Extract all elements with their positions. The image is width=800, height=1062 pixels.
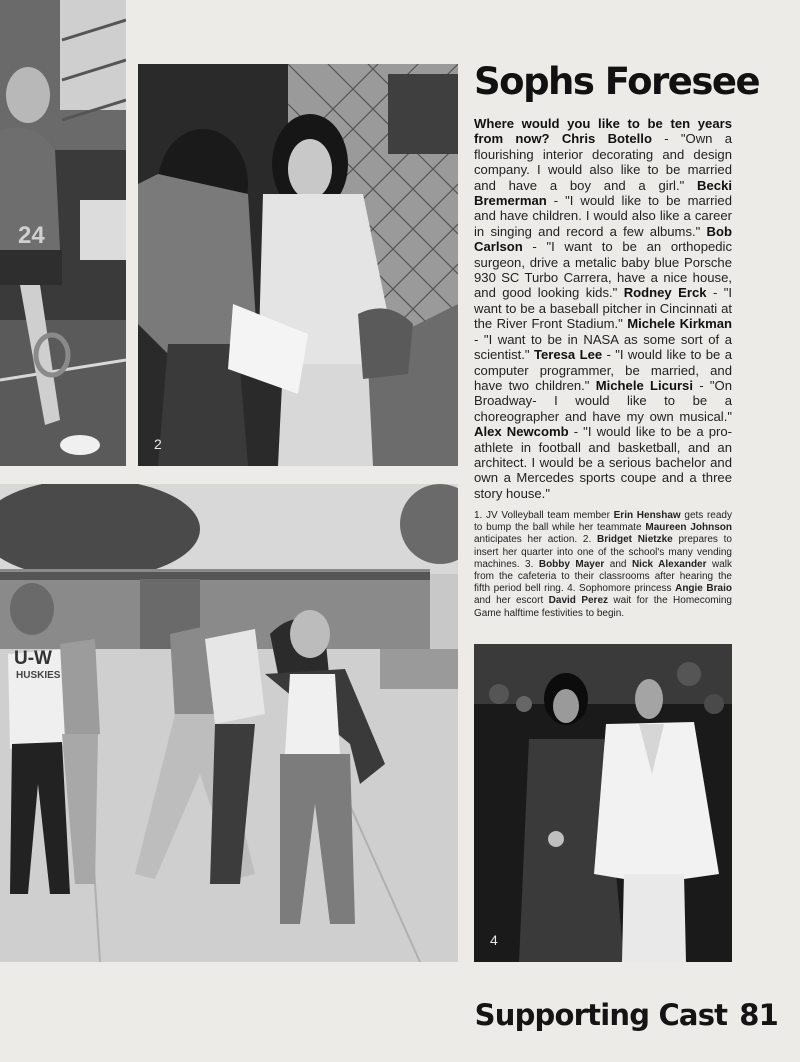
- speaker-quote: - "I would like to be married and have children. I would also like a career in singing and record a few albums.": [474, 193, 732, 239]
- speaker-name: Becki Bremerman: [474, 177, 732, 209]
- caption-text: 1. JV Volleyball team member: [474, 510, 614, 521]
- caption-text: wait for the Homecoming Game halftime festivities to begin.: [474, 595, 732, 619]
- caption-name: Angie Braio: [675, 583, 732, 595]
- speaker-name: Rodney Erck: [623, 285, 707, 301]
- speaker-name: Bob Carlson: [474, 223, 732, 255]
- photo-girls-vending: [138, 64, 458, 466]
- speaker-name: Michele Kirkman: [627, 316, 732, 332]
- caption-text: walk from the cafeteria to their classrooms after hearing the fifth period bell ring. 4. Sophomore princess: [474, 558, 732, 595]
- photo-homecoming-couple: [474, 644, 732, 962]
- photo-boys-walking: [0, 484, 458, 962]
- caption-text: gets ready to bump the ball while her teammate: [474, 510, 732, 534]
- article-headline: Sophs Foresee: [474, 60, 760, 103]
- speaker-name: Alex Newcomb: [474, 424, 569, 440]
- photo-captions: [474, 510, 732, 620]
- caption-name: Bobby Mayer: [538, 558, 605, 570]
- speaker-quote: - "I would like to be a pro-athlete in football and basketball, and an architect. I would be a serious bachelor and own a Mercedes sports coupe and a three story house.": [474, 424, 732, 501]
- jersey-number: 24: [18, 222, 45, 249]
- shirt-text: U-W: [14, 648, 52, 669]
- shirt-subtext: HUSKIES: [16, 670, 61, 681]
- page-footer: [475, 998, 778, 1032]
- speaker-quote: - "I want to be a baseball pitcher in Cincinnati at the River Front Stadium.": [474, 285, 733, 332]
- caption-text: and her escort: [474, 595, 549, 607]
- speaker-quote: - "On Broadway- I would like to be a choreographer and have my own musical.": [474, 377, 732, 424]
- caption-text: and: [604, 558, 632, 570]
- caption-name: Nick Alexander: [631, 558, 707, 570]
- speaker-quote: - "I would like to be a computer programmer, be married, and have two children.": [474, 347, 732, 393]
- article-body: [474, 116, 732, 501]
- speaker-name: Michele Licursi: [595, 377, 693, 393]
- section-title: Supporting Cast: [474, 998, 728, 1032]
- caption-name: Erin Henshaw: [613, 510, 681, 521]
- caption-text: prepares to insert her quarter into one of the school's many vending machines. 3.: [474, 534, 732, 570]
- speaker-name: Teresa Lee: [533, 347, 603, 363]
- caption-text: anticipates her action. 2.: [474, 534, 597, 546]
- photo-number-4: 4: [490, 932, 498, 948]
- caption-name: Bridget Nietzke: [596, 534, 673, 546]
- photo-number-2: 2: [154, 436, 162, 452]
- speaker-quote: - "Own a flourishing interior decorating and design company. I would also like to be married and have a boy and a girl.": [474, 131, 732, 193]
- speaker-quote: - "I want to be an orthopedic surgeon, drive a metalic baby blue Porsche 930 SC Turbo Carrera, have a nice house, and good looking kids.": [474, 239, 732, 301]
- speaker-quote: - "I want to be in NASA as some sort of a scientist.": [474, 331, 732, 363]
- photo-volleyball-player: [0, 0, 126, 466]
- speaker-name: Where would you like to be ten years from now? Chris Botello: [474, 116, 732, 147]
- caption-name: David Perez: [548, 595, 608, 607]
- page-number: 81: [739, 998, 778, 1032]
- caption-name: Maureen Johnson: [645, 522, 732, 534]
